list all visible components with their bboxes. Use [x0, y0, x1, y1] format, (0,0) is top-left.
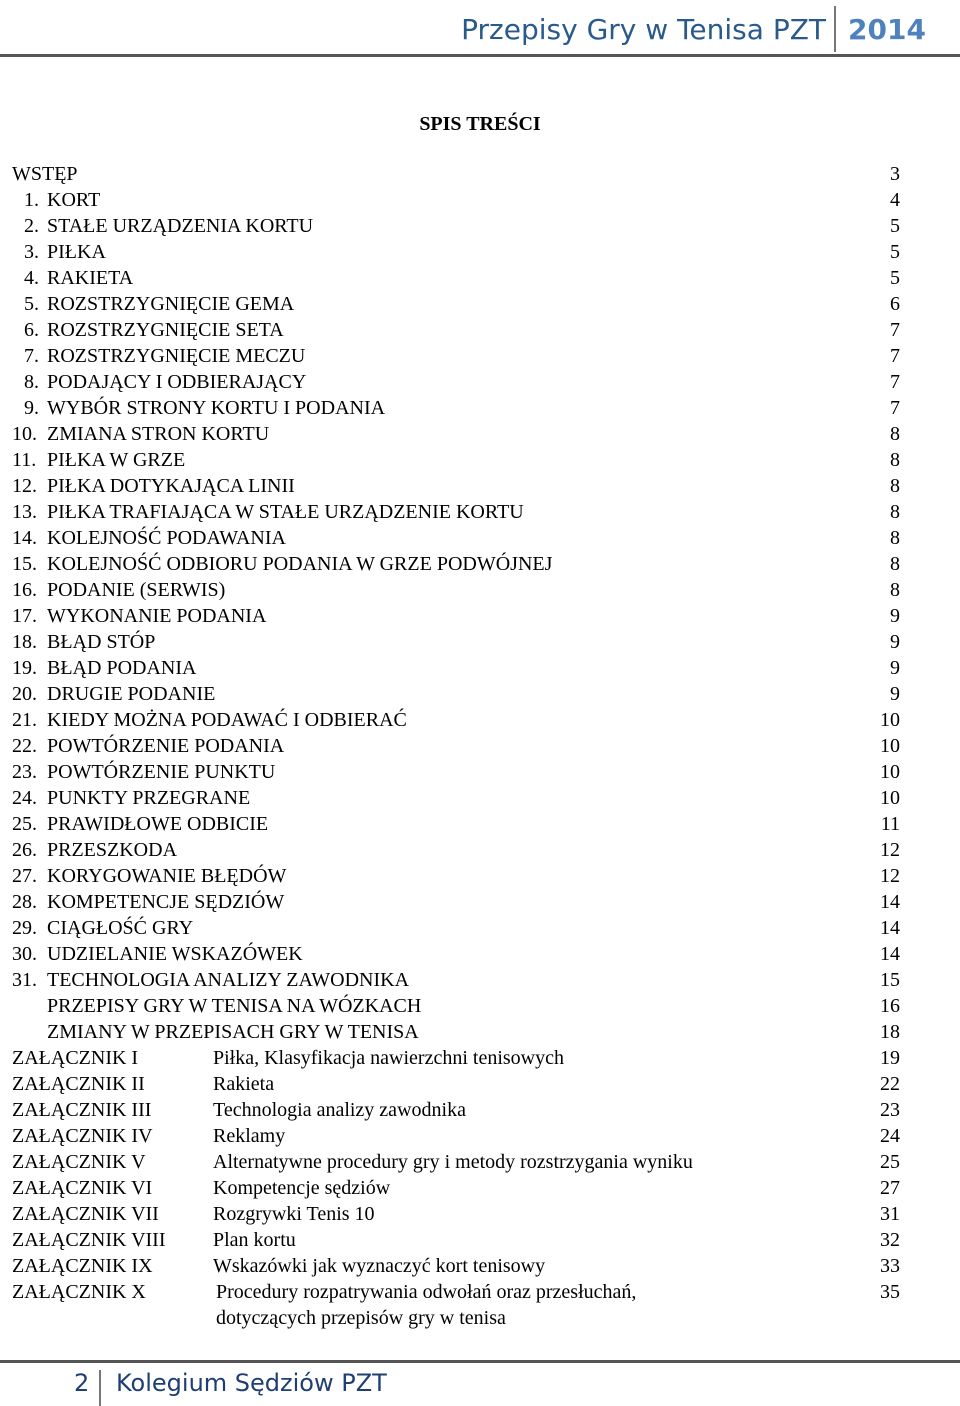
toc-entry-chapter[interactable]: [0, 941, 960, 967]
toc-entry-label: Plan kortu: [213, 1229, 296, 1251]
toc-entry-page: 7: [890, 319, 900, 341]
toc-entry-label: PIŁKA W GRZE: [47, 449, 186, 471]
header-rule: [0, 54, 960, 57]
toc-entry-page: 9: [890, 605, 900, 627]
toc-entry-page: 8: [890, 501, 900, 523]
toc-entry-page: 12: [880, 839, 900, 861]
toc-entry-number: 11.: [12, 449, 37, 471]
toc-entry-number: 10.: [12, 423, 37, 445]
toc-entry-label: Technologia analizy zawodnika: [213, 1099, 466, 1121]
toc-entry-label: Alternatywne procedury gry i metody rozstrzygania wyniku: [213, 1151, 693, 1173]
toc-entry-label: Rozgrywki Tenis 10: [213, 1203, 375, 1225]
toc-entry-chapter[interactable]: [0, 395, 960, 421]
toc-entry-number: 28.: [12, 891, 37, 913]
toc-entry-label: Piłka, Klasyfikacja nawierzchni tenisowych: [213, 1047, 564, 1069]
toc-entry-page: 31: [880, 1203, 900, 1225]
toc-entry-page: 9: [890, 657, 900, 679]
toc-entry-label: Rakieta: [213, 1073, 275, 1095]
toc-entry-page: 23: [880, 1099, 900, 1121]
toc-entry-number: 17.: [12, 605, 37, 627]
toc-entry-page: 4: [890, 189, 900, 211]
toc-entry-page: 25: [880, 1151, 900, 1173]
toc-entry-chapter[interactable]: [0, 213, 960, 239]
toc-entry-number: 29.: [12, 917, 37, 939]
toc-entry-number: 21.: [12, 709, 37, 731]
toc-entry-page: 10: [880, 761, 900, 783]
toc-entry-label: PIŁKA TRAFIAJĄCA W STAŁE URZĄDZENIE KORTU: [47, 501, 524, 523]
toc-entry-page: 18: [880, 1021, 900, 1043]
toc-entry-chapter[interactable]: [0, 551, 960, 577]
toc-entry-page: 8: [890, 579, 900, 601]
toc-entry-label: KOLEJNOŚĆ ODBIORU PODANIA W GRZE PODWÓJNEJ: [47, 553, 553, 575]
toc-entry-page: 33: [880, 1255, 900, 1277]
toc-entry-chapter[interactable]: [0, 603, 960, 629]
toc-entry-chapter[interactable]: [0, 759, 960, 785]
toc-annex-code: ZAŁĄCZNIK I: [12, 1047, 139, 1069]
toc-entry-page: 8: [890, 527, 900, 549]
toc-entry-page: 7: [890, 345, 900, 367]
toc-entry-number: 19.: [12, 657, 37, 679]
toc-entry-number: 30.: [12, 943, 37, 965]
toc-entry-chapter[interactable]: [0, 577, 960, 603]
toc-entry-page: 8: [890, 553, 900, 575]
toc-entry-chapter[interactable]: [0, 421, 960, 447]
toc-entry-number: 14.: [12, 527, 37, 549]
toc-entry-page: 5: [890, 241, 900, 263]
toc-entry-label: DRUGIE PODANIE: [47, 683, 216, 705]
toc-entry-number: 22.: [12, 735, 37, 757]
toc-entry-number: 3.: [24, 241, 39, 263]
toc-entry-label: TECHNOLOGIA ANALIZY ZAWODNIKA: [47, 969, 410, 991]
toc-entry-label: Wskazówki jak wyznaczyć kort tenisowy: [213, 1255, 546, 1277]
toc-entry-chapter[interactable]: [0, 863, 960, 889]
toc-entry-number: 26.: [12, 839, 37, 861]
toc-entry-label: POWTÓRZENIE PUNKTU: [47, 761, 276, 783]
toc-entry-annex[interactable]: [0, 1201, 960, 1227]
toc-entry-page: 11: [880, 813, 900, 835]
toc-entry-page: 5: [890, 267, 900, 289]
toc-entry-page: 9: [890, 683, 900, 705]
toc-annex-code: ZAŁĄCZNIK VIII: [12, 1229, 166, 1251]
toc-entry-chapter[interactable]: [0, 707, 960, 733]
toc-entry-label: PUNKTY PRZEGRANE: [47, 787, 251, 809]
toc-entry-page: 16: [880, 995, 900, 1017]
toc-entry-label: PIŁKA DOTYKAJĄCA LINII: [47, 475, 295, 497]
toc-entry-label: ZMIANA STRON KORTU: [47, 423, 270, 445]
toc-entry-extra[interactable]: [0, 993, 960, 1019]
toc-entry-chapter[interactable]: [0, 525, 960, 551]
toc-entry-page: 8: [890, 475, 900, 497]
toc-entry-number: 18.: [12, 631, 37, 653]
toc-entry-number: 16.: [12, 579, 37, 601]
toc-entry-page: 7: [890, 371, 900, 393]
toc-entry-label: PRZESZKODA: [47, 839, 178, 861]
toc-entry-label: STAŁE URZĄDZENIA KORTU: [47, 215, 314, 237]
header-year: 2014: [848, 13, 926, 46]
toc-entry-annex[interactable]: [0, 1123, 960, 1149]
toc-entry-number: 31.: [12, 969, 37, 991]
toc-entry-label: Reklamy: [213, 1125, 286, 1147]
toc-entry-page: 12: [880, 865, 900, 887]
toc-entry-annex[interactable]: [0, 1097, 960, 1123]
toc-entry-number: 23.: [12, 761, 37, 783]
toc-entry-chapter[interactable]: [0, 915, 960, 941]
toc-entry-annex[interactable]: [0, 1175, 960, 1201]
footer-rule: [0, 1360, 960, 1363]
toc-entry-page: 19: [880, 1047, 900, 1069]
toc-entry-annex[interactable]: [0, 1045, 960, 1071]
toc-entry-page: 10: [880, 709, 900, 731]
toc-entry-page: 10: [880, 787, 900, 809]
toc-entry-number: 5.: [24, 293, 39, 315]
toc-entry-label: KOMPETENCJE SĘDZIÓW: [47, 891, 285, 913]
toc-entry-label: Procedury rozpatrywania odwołań oraz przesłuchań,: [216, 1281, 637, 1303]
footer-text: Kolegium Sędziów PZT: [116, 1369, 387, 1397]
toc-entry-chapter[interactable]: [0, 499, 960, 525]
toc-entry-page: 24: [880, 1125, 900, 1147]
toc-entry-label: WYBÓR STRONY KORTU I PODANIA: [47, 397, 386, 419]
toc-entry-chapter[interactable]: [0, 733, 960, 759]
toc-entry-chapter[interactable]: [0, 629, 960, 655]
toc-entry-label: ROZSTRZYGNIĘCIE GEMA: [47, 293, 295, 315]
toc-entry-chapter[interactable]: [0, 239, 960, 265]
toc-entry-chapter[interactable]: [0, 837, 960, 863]
toc-entry-number: 2.: [24, 215, 39, 237]
toc-entry-chapter[interactable]: [0, 291, 960, 317]
toc-annex-code: ZAŁĄCZNIK IX: [12, 1255, 153, 1277]
toc-entry-page: 9: [890, 631, 900, 653]
toc-entry-label: UDZIELANIE WSKAZÓWEK: [47, 943, 303, 965]
toc-entry-annex[interactable]: [0, 1227, 960, 1253]
toc-entry-chapter[interactable]: [0, 317, 960, 343]
toc-entry-chapter[interactable]: [0, 889, 960, 915]
toc-entry-page: 8: [890, 449, 900, 471]
toc-entry-page: 15: [880, 969, 900, 991]
toc-entry-annex[interactable]: [0, 1149, 960, 1175]
toc-entry-page: 35: [880, 1281, 900, 1303]
header-separator: [834, 6, 836, 52]
toc-entry-page: 14: [880, 917, 900, 939]
toc-entry-label: PRAWIDŁOWE ODBICIE: [47, 813, 269, 835]
toc-annex-code: ZAŁĄCZNIK IV: [12, 1125, 153, 1147]
toc-annex-code: ZAŁĄCZNIK II: [12, 1073, 145, 1095]
toc-entry-label: BŁĄD PODANIA: [47, 657, 197, 679]
toc-entry-page: 14: [880, 891, 900, 913]
toc-entry-chapter[interactable]: [0, 681, 960, 707]
toc-entry-label: RAKIETA: [47, 267, 134, 289]
toc-entry-number: 1.: [24, 189, 39, 211]
toc-annex-code: ZAŁĄCZNIK VI: [12, 1177, 153, 1199]
toc-entry-chapter[interactable]: [0, 785, 960, 811]
toc-entry-chapter[interactable]: [0, 369, 960, 395]
toc-entry-page: 5: [890, 215, 900, 237]
toc-entry-page: 10: [880, 735, 900, 757]
toc-entry-number: 9.: [24, 397, 39, 419]
toc-entry-annex[interactable]: [0, 1253, 960, 1279]
toc-entry-label: KIEDY MOŻNA PODAWAĆ I ODBIERAĆ: [47, 709, 407, 731]
toc-entry-number: 24.: [12, 787, 37, 809]
toc-entry-label: KORYGOWANIE BŁĘDÓW: [47, 865, 287, 887]
toc-entry-annex[interactable]: [0, 1071, 960, 1097]
toc-entry-number: 13.: [12, 501, 37, 523]
toc-heading: SPIS TREŚCI: [419, 113, 541, 135]
toc-entry-label: ZMIANY W PRZEPISACH GRY W TENISA: [47, 1021, 419, 1043]
toc-entry-chapter[interactable]: [0, 473, 960, 499]
toc-entry-chapter[interactable]: [0, 967, 960, 993]
footer-separator: [99, 1370, 101, 1406]
toc-annex-code: ZAŁĄCZNIK X: [12, 1281, 146, 1303]
toc-entry-label: KORT: [47, 189, 101, 211]
toc-entry-page: 14: [880, 943, 900, 965]
toc-entry-label: BŁĄD STÓP: [47, 631, 156, 653]
toc-entry-number: 8.: [24, 371, 39, 393]
page-header: [0, 0, 960, 62]
toc-entry-label: KOLEJNOŚĆ PODAWANIA: [47, 527, 286, 549]
header-title: Przepisy Gry w Tenisa PZT: [461, 13, 826, 46]
toc-entry-label: ROZSTRZYGNIĘCIE SETA: [47, 319, 284, 341]
toc-entry-chapter[interactable]: [0, 187, 960, 213]
toc-entry-page: 7: [890, 397, 900, 419]
toc-entry-chapter[interactable]: [0, 343, 960, 369]
toc-entry-label: PODANIE (SERWIS): [47, 579, 226, 601]
toc-entry-chapter[interactable]: [0, 265, 960, 291]
toc-entry-label: PODAJĄCY I ODBIERAJĄCY: [47, 371, 307, 393]
toc-entry-chapter[interactable]: [0, 655, 960, 681]
toc-entry-label: WSTĘP: [12, 163, 78, 185]
toc-entry-number: 4.: [24, 267, 39, 289]
toc-entry-label-continuation: dotyczących przepisów gry w tenisa: [216, 1307, 506, 1329]
toc-entry-label: Kompetencje sędziów: [213, 1177, 391, 1199]
toc-entry-page: 3: [890, 163, 900, 185]
toc-entry-chapter[interactable]: [0, 811, 960, 837]
toc-entry-number: 25.: [12, 813, 37, 835]
toc-entry-page: 22: [880, 1073, 900, 1095]
toc-entry-page: 27: [880, 1177, 900, 1199]
toc-entry-number: 20.: [12, 683, 37, 705]
toc-entry-label: POWTÓRZENIE PODANIA: [47, 735, 285, 757]
toc-annex-code: ZAŁĄCZNIK VII: [12, 1203, 159, 1225]
toc-entry-page: 32: [880, 1229, 900, 1251]
toc-entry-number: 6.: [24, 319, 39, 341]
page-footer: [0, 1356, 960, 1404]
toc-annex-code: ZAŁĄCZNIK III: [12, 1099, 152, 1121]
toc-entry-extra[interactable]: [0, 1019, 960, 1045]
toc-entry-label: ROZSTRZYGNIĘCIE MECZU: [47, 345, 306, 367]
toc-entry-label: WYKONANIE PODANIA: [47, 605, 267, 627]
toc-annex-code: ZAŁĄCZNIK V: [12, 1151, 146, 1173]
toc-entry-annex[interactable]: [0, 1279, 960, 1329]
toc-entry-number: 7.: [24, 345, 39, 367]
toc-entry-page: 6: [890, 293, 900, 315]
toc-entry-intro[interactable]: [0, 161, 960, 187]
toc-entry-number: 15.: [12, 553, 37, 575]
toc-entry-chapter[interactable]: [0, 447, 960, 473]
toc-entry-number: 27.: [12, 865, 37, 887]
toc-entry-page: 8: [890, 423, 900, 445]
toc-entry-label: PRZEPISY GRY W TENISA NA WÓZKACH: [47, 995, 422, 1017]
footer-page-number: 2: [74, 1369, 90, 1397]
toc-entry-label: PIŁKA: [47, 241, 106, 263]
toc-entry-label: CIĄGŁOŚĆ GRY: [47, 917, 194, 939]
toc-entry-number: 12.: [12, 475, 37, 497]
